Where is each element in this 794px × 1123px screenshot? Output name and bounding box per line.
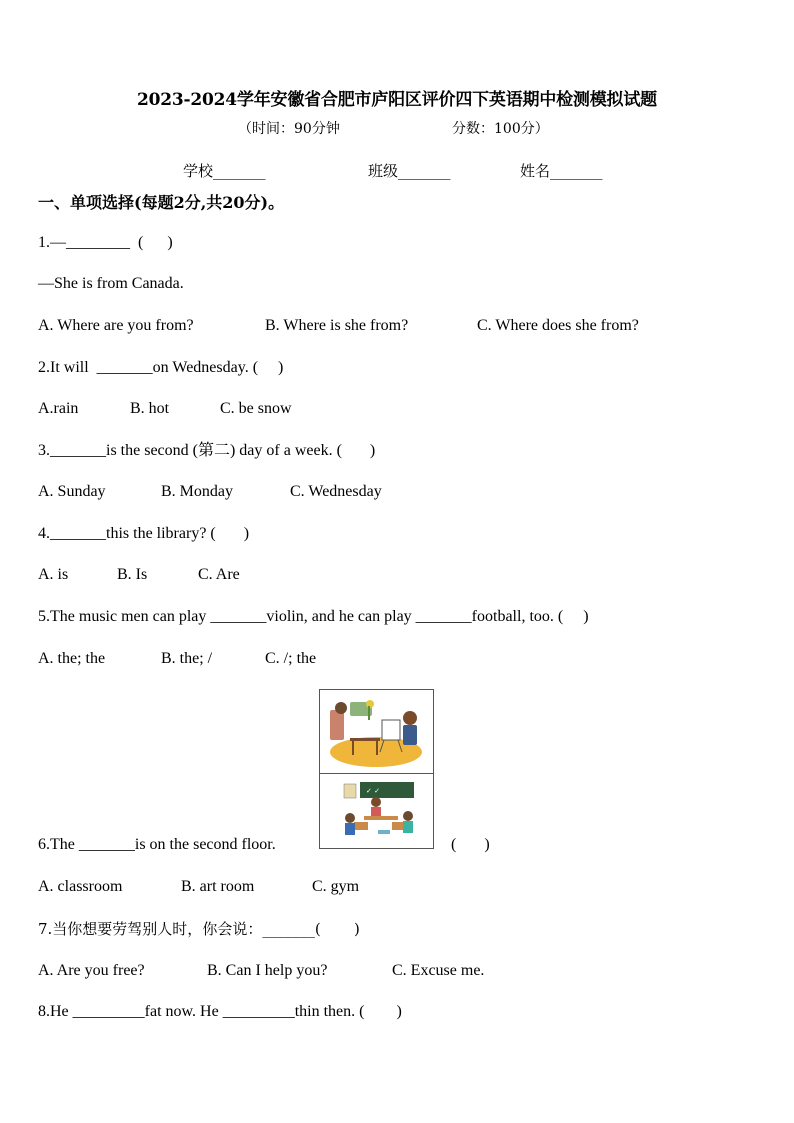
q7-option-a: A. Are you free? — [38, 962, 145, 979]
class-field: 班级_______ — [368, 162, 451, 180]
q6-option-b: B. art room — [181, 878, 255, 895]
q5-option-a: A. the; the — [38, 650, 106, 667]
q5-option-b: B. the; / — [161, 650, 213, 667]
svg-text:✓ ✓: ✓ ✓ — [366, 787, 380, 795]
q7-option-b: B. Can I help you? — [207, 962, 328, 979]
q1-option-b: B. Where is she from? — [265, 317, 409, 334]
q2-option-c: C. be snow — [220, 400, 292, 417]
q6-option-c: C. gym — [312, 878, 360, 895]
question-4: 4._______this the library? ( ) — [38, 525, 250, 542]
figure-divider — [320, 773, 433, 774]
q2-option-a: A.rain — [38, 400, 79, 417]
question-5: 5.The music men can play _______violin, and he can play _______football, too. ( ) — [38, 608, 589, 625]
q4-option-c: C. Are — [198, 566, 240, 583]
question-1: 1.—________ ( ) — [38, 234, 173, 251]
q5-option-c: C. /; the — [265, 650, 317, 667]
q2-option-b: B. hot — [130, 400, 170, 417]
school-field: 学校_______ — [183, 162, 266, 180]
question-7: 7.当你想要劳驾别人时，你会说：_______( ) — [38, 920, 360, 938]
q3-option-a: A. Sunday — [38, 483, 106, 500]
section-heading: 一、单项选择(每题2分,共20分)。 — [38, 193, 285, 212]
question-6-figure — [319, 689, 434, 849]
page-title: 2023-2024学年安徽省合肥市庐阳区评价四下英语期中检测模拟试题 — [137, 90, 657, 110]
question-2: 2.It will _______on Wednesday. ( ) — [38, 359, 284, 376]
question-6-answer-blank: ( ) — [451, 836, 490, 853]
q7-option-c: C. Excuse me. — [392, 962, 485, 979]
q4-option-a: A. is — [38, 566, 69, 583]
question-1-dialogue: —She is from Canada. — [38, 275, 184, 292]
art-room-illustration — [320, 690, 433, 848]
name-field: 姓名_______ — [520, 162, 603, 180]
q3-option-c: C. Wednesday — [290, 483, 382, 500]
q3-option-b: B. Monday — [161, 483, 233, 500]
q6-option-a: A. classroom — [38, 878, 123, 895]
exam-score: 分数：100分） — [452, 121, 549, 137]
q1-option-c: C. Where does she from? — [477, 317, 639, 334]
q4-option-b: B. Is — [117, 566, 148, 583]
question-6: 6.The _______is on the second floor. — [38, 836, 276, 853]
q1-option-a: A. Where are you from? — [38, 317, 194, 334]
question-8: 8.He _________fat now. He _________thin then. ( ) — [38, 1003, 402, 1020]
question-3: 3._______is the second (第二) day of a week. ( ) — [38, 442, 376, 459]
exam-time: （时间：90分钟 — [238, 121, 340, 137]
